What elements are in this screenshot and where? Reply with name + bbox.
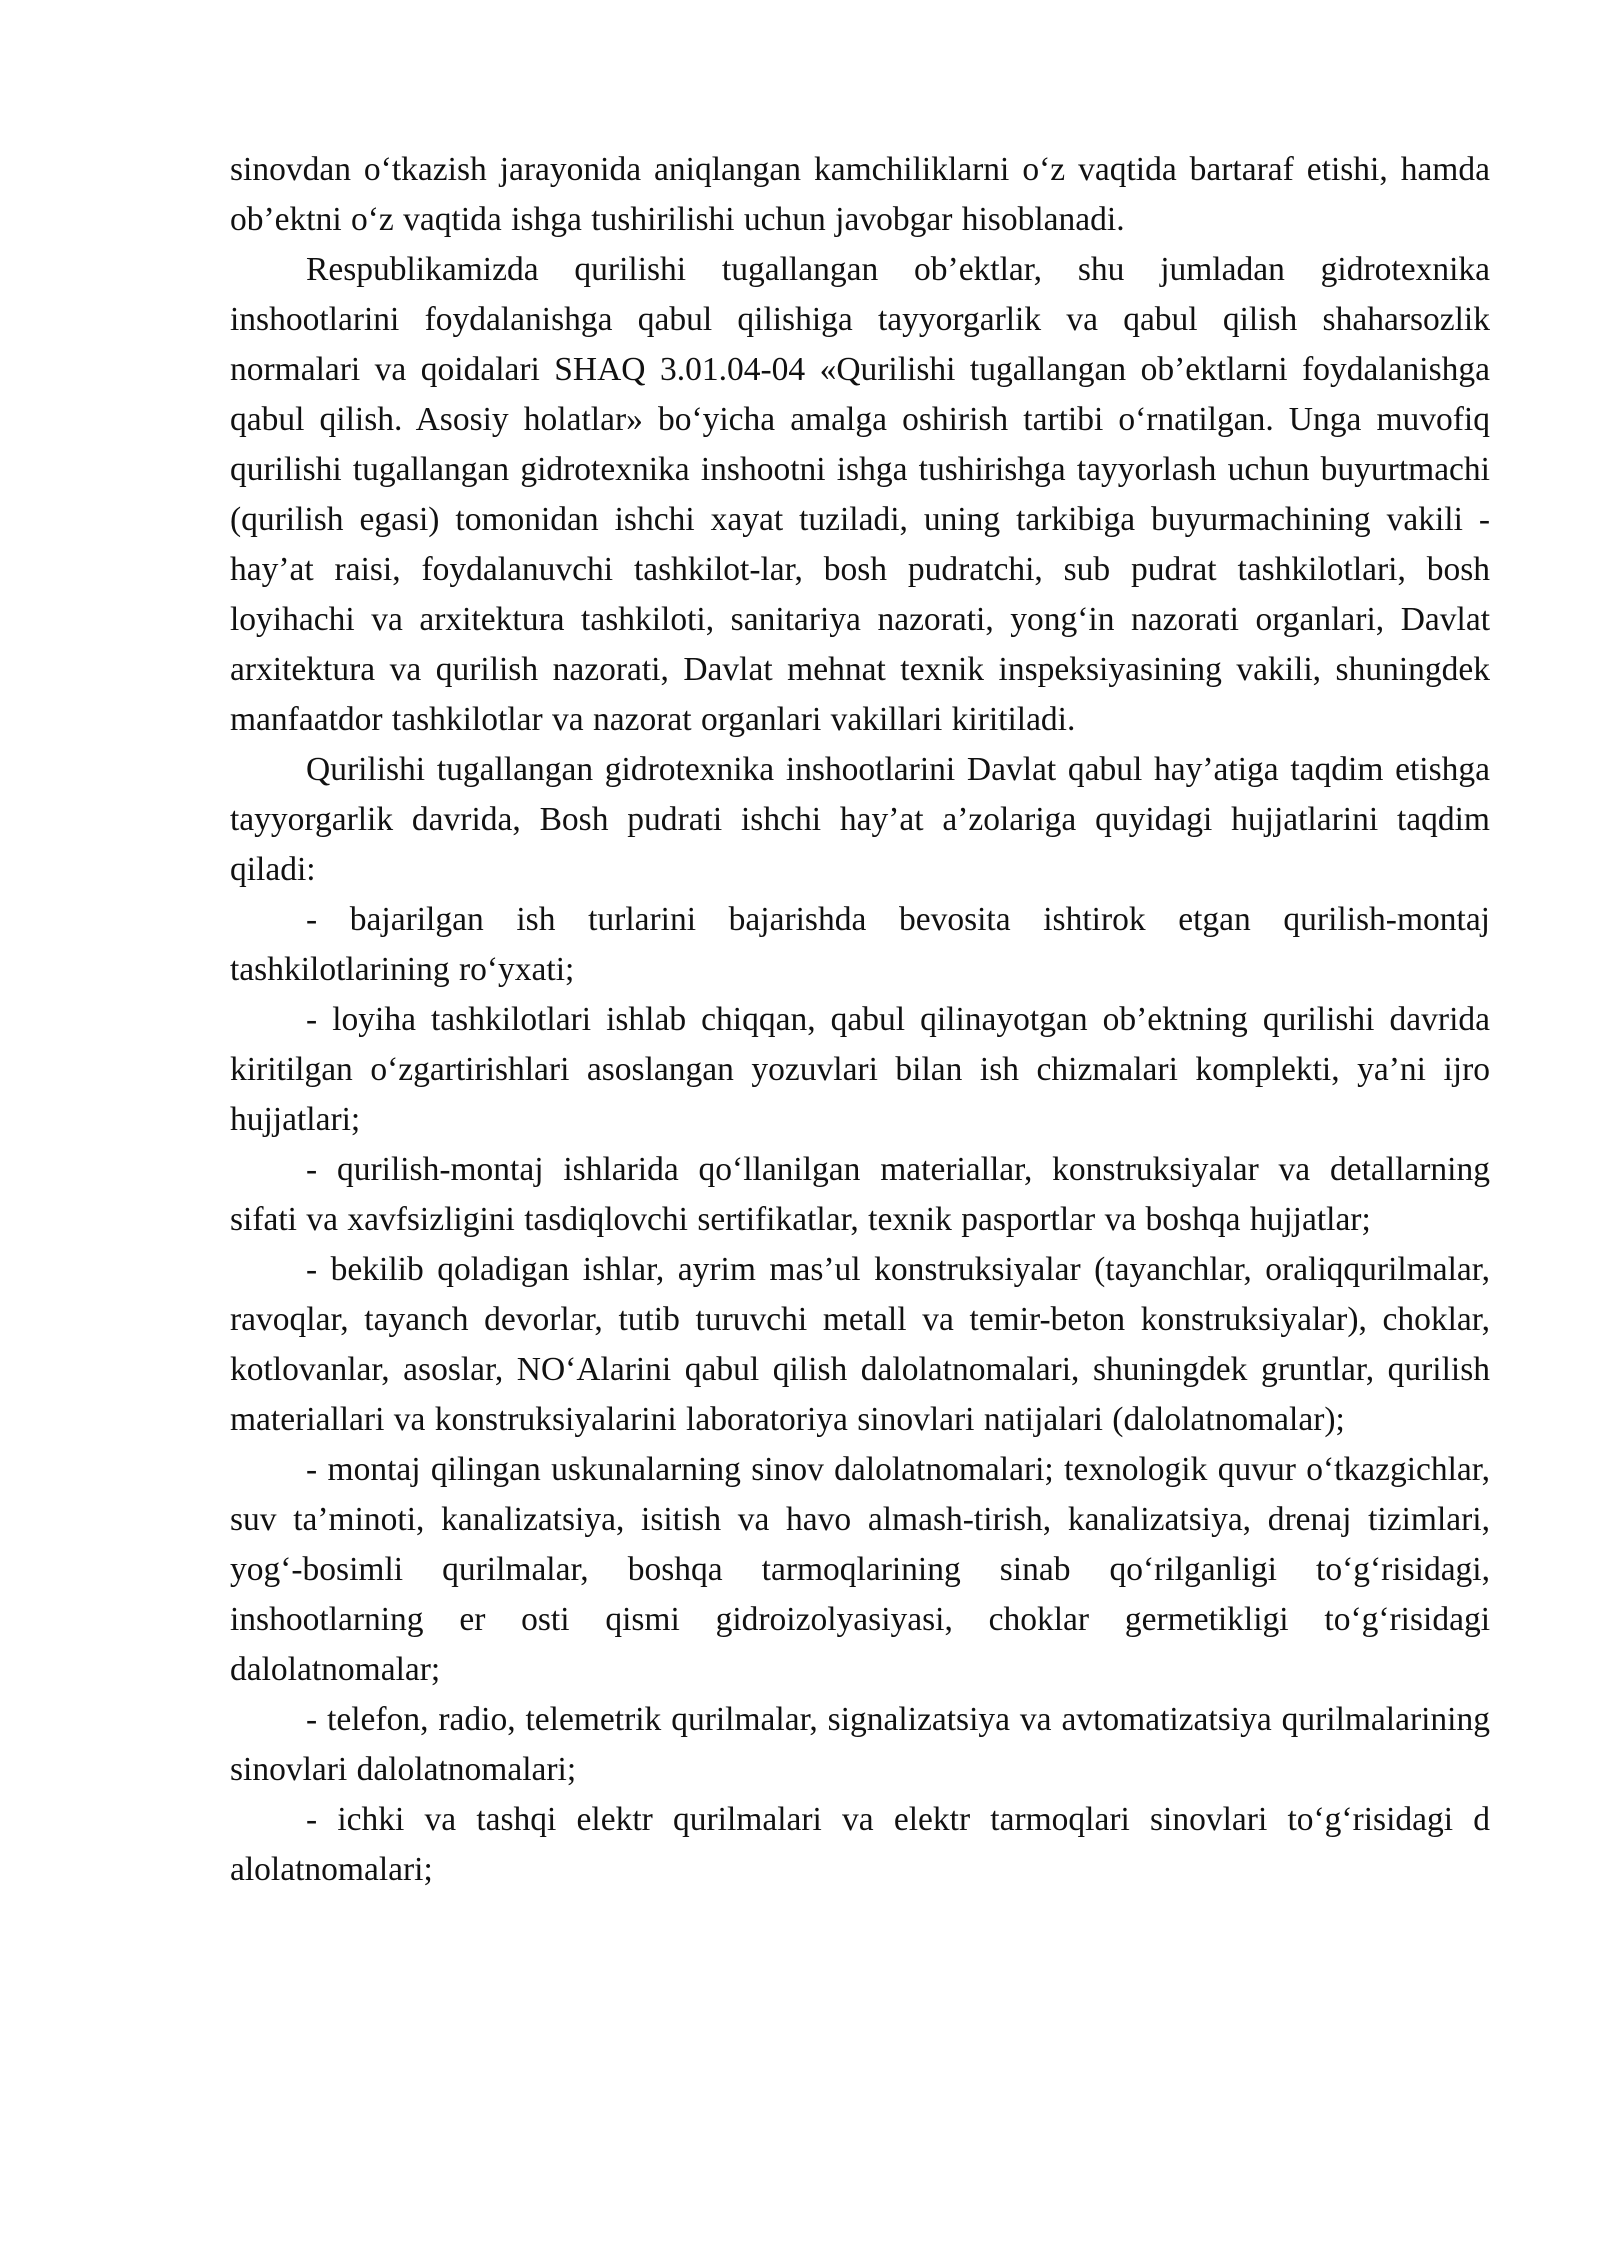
paragraph-continuation: sinovdan o‘tkazish jarayonida aniqlangan kamchiliklarni o‘z vaqtida bartaraf etishi, hamda ob’ektni o‘z vaqtida ishga tushirilishi uchun javobgar hisoblanadi.	[230, 151, 1490, 238]
list-item-equipment-tests: - montaj qilingan uskunalarning sinov dalolatnomalari; texnologik quvur o‘tkazgichlar, suv ta’minoti, kanalizatsiya, isitish va havo almash-tirish, kanalizatsiya, drenaj tizimlari, yog‘-bosimli qurilmalar, boshqa tarmoqlarining sinab qo‘rilganligi to‘g‘risidagi, inshootlarning er osti qismi gidroizolyasiyasi, choklar germetikligi to‘g‘risidagi dalolatnomalar;	[230, 1451, 1490, 1688]
paragraph-regulation: Respublikamizda qurilishi tugallangan ob’ektlar, shu jumladan gidrotexnika inshootlarini foydalanishga qabul qilishiga tayyorgarlik va qabul qilish shaharsozlik normalari va qoidalari SHAQ 3.01.04-04 «Qurilishi tugallangan ob’ektlarni foydalanishga qabul qilish. Asosiy holatlar» bo‘yicha amalga oshirish tartibi o‘rnatilgan. Unga muvofiq qurilishi tugallangan gidrotexnika inshootni ishga tushirishga tayyorlash uchun buyurtmachi (qurilish egasi) tomonidan ishchi xayat tuziladi, uning tarkibiga buyurmachining vakili - hay’at raisi, foydalanuvchi tashkilot-lar, bosh pudratchi, sub pudrat tashkilotlari, bosh loyihachi va arxitektura tashkiloti, sanitariya nazorati, yong‘in nazorati organlari, Davlat arxitektura va qurilish nazorati, Davlat mehnat texnik inspeksiyasining vakili, shuningdek manfaatdor tashkilotlar va nazorat organlari vakillari kiritiladi.	[230, 251, 1490, 738]
list-item-certificates: - qurilish-montaj ishlarida qo‘llanilgan materiallar, konstruksiyalar va detallarning sifati va xavfsizligini tasdiqlovchi sertifikatlar, texnik pasportlar va boshqa hujjatlar;	[230, 1151, 1490, 1238]
paragraph-documents-intro: Qurilishi tugallangan gidrotexnika inshootlarini Davlat qabul hay’atiga taqdim etishga tayyorgarlik davrida, Bosh pudrati ishchi hay’at a’zolariga quyidagi hujjatlarini taqdim qiladi:	[230, 751, 1490, 888]
list-item-hidden-works: - bekilib qoladigan ishlar, ayrim mas’ul konstruksiyalar (tayanchlar, oraliqqurilmalar, ravoqlar, tayanch devorlar, tutib turuvchi metall va temir-beton konstruksiyalar), choklar, kotlovanlar, asoslar, NO‘Alarini qabul qilish dalolatnomalari, shuningdek gruntlar, qurilish materiallari va konstruksiyalarini laboratoriya sinovlari natijalari (dalolatnomalar);	[230, 1251, 1490, 1438]
list-item-telecom-tests: - telefon, radio, telemetrik qurilmalar, signalizatsiya va avtomatizatsiya qurilmalarining sinovlari dalolatnomalari;	[230, 1701, 1490, 1788]
document-page	[230, 145, 1490, 1895]
list-item-drawings: - loyiha tashkilotlari ishlab chiqqan, qabul qilinayotgan ob’ektning qurilishi davrida kiritilgan o‘zgartirishlari asoslangan yozuvlari bilan ish chizmalari komplekti, ya’ni ijro hujjatlari;	[230, 1001, 1490, 1138]
list-item-contractors: - bajarilgan ish turlarini bajarishda bevosita ishtirok etgan qurilish-montaj tashkilotlarining ro‘yxati;	[230, 901, 1490, 988]
list-item-electrical-tests: - ichki va tashqi elektr qurilmalari va elektr tarmoqlari sinovlari to‘g‘risidagi d alolatnomalari;	[230, 1801, 1490, 1888]
